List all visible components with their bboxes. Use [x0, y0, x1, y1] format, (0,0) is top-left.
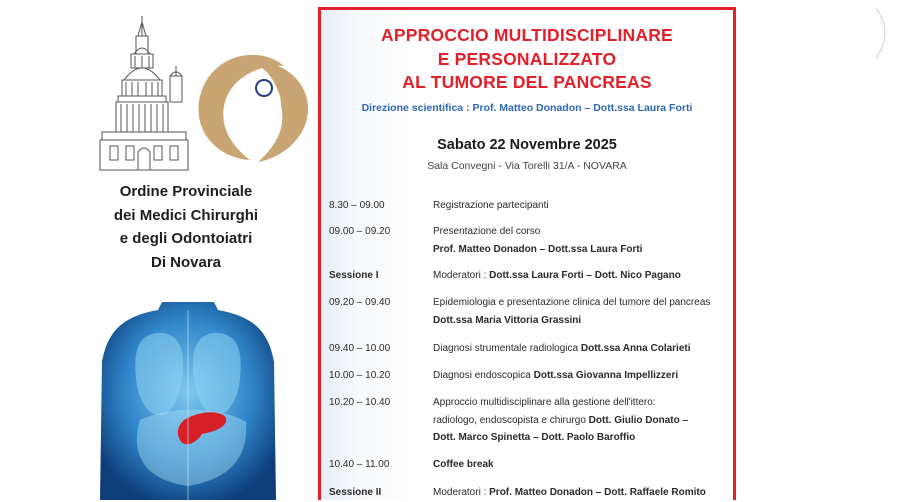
program-time: 10.20 – 10.40: [329, 397, 391, 408]
org-name-line: e degli Odontoiatri: [119, 230, 253, 247]
organization-name: [96, 180, 276, 274]
program-line: [433, 367, 733, 385]
org-name-line: dei Medici Chirurghi: [113, 206, 259, 224]
program-panel: [318, 7, 736, 500]
program-text: Diagnosi strumentale radiologica: [433, 343, 581, 354]
program-description: [433, 484, 733, 502]
program-time: 10.00 – 10.20: [329, 370, 391, 381]
program-text: Approccio multidisciplinare alla gestione dell'ittero:: [433, 397, 656, 408]
program-line: [433, 223, 733, 241]
program-line: [433, 197, 733, 215]
event-venue: Sala Convegni - Via Torelli 31/A - NOVARA: [427, 160, 627, 172]
speaker-name: Dott. Marco Spinetta – Dott. Paolo Baroffio: [433, 432, 636, 443]
program-text: radiologo, endoscopista e chirurgo: [433, 414, 589, 426]
basilica-illustration-icon: [98, 14, 190, 172]
program-line: [433, 340, 733, 358]
program-time: 09.00 – 09.20: [329, 226, 391, 237]
program-time: 10.40 – 11.00: [329, 459, 390, 470]
org-name-line: Ordine Provinciale: [119, 183, 253, 200]
program-description: [433, 340, 733, 358]
program-time: 09.40 – 10.00: [329, 343, 391, 354]
program-time: 8.30 – 09.00: [329, 200, 385, 211]
event-title-line: APPROCCIO MULTIDISCIPLINARE: [381, 25, 673, 45]
program-text: Diagnosi endoscopica: [433, 370, 534, 381]
program-text: Moderatori :: [433, 487, 490, 498]
speaker-name: Dott.ssa Laura Forti – Dott. Nico Pagano: [489, 270, 681, 281]
program-line: [433, 456, 733, 474]
order-logo-icon: [192, 46, 314, 164]
event-title-line: AL TUMORE DEL PANCREAS: [402, 72, 652, 92]
speaker-name: Dott. Giulio Donato –: [588, 414, 689, 426]
program-line: [433, 241, 733, 259]
program-description: [433, 267, 733, 285]
anatomy-pancreas-illustration-icon: [100, 302, 276, 500]
program-description: [433, 294, 733, 329]
org-name-line: Di Novara: [150, 253, 222, 271]
program-description: [433, 394, 733, 447]
speaker-name: Prof. Matteo Donadon – Dott.ssa Laura Forti: [433, 243, 643, 255]
program-line: [433, 312, 733, 330]
program-line: [433, 294, 733, 312]
program-text: Epidemiologia e presentazione clinica del tumore del pancreas: [433, 297, 711, 308]
program-line: [433, 394, 733, 412]
program-time: 09.20 – 09.40: [329, 297, 391, 308]
program-description: [433, 197, 733, 215]
decorative-arc-icon: [874, 6, 896, 60]
program-line: [433, 267, 733, 285]
speaker-name: Dott.ssa Giovanna Impellizzeri: [533, 370, 679, 381]
program-description: [433, 367, 733, 385]
program-text: Presentazione del corso: [433, 226, 541, 237]
program-line: [433, 412, 733, 430]
program-description: [433, 223, 733, 258]
speaker-name: Prof. Matteo Donadon – Dott. Raffaele Romito: [489, 487, 706, 498]
scientific-direction: Direzione scientifica : Prof. Matteo Donadon – Dott.ssa Laura Forti: [361, 102, 693, 114]
program-text: Moderatori :: [433, 270, 490, 281]
speaker-name: Coffee break: [433, 459, 494, 470]
program-time: Sessione I: [329, 270, 379, 281]
program-description: [433, 456, 733, 474]
event-title-line: E PERSONALIZZATO: [437, 48, 617, 69]
program-text: Registrazione partecipanti: [433, 200, 549, 211]
speaker-name: Dott.ssa Maria Vittoria Grassini: [433, 314, 582, 326]
speaker-name: Dott.ssa Anna Colarieti: [580, 343, 691, 354]
program-time: Sessione II: [329, 487, 382, 498]
program-line: [433, 429, 733, 447]
event-date: Sabato 22 Novembre 2025: [437, 137, 617, 153]
left-column: [0, 0, 318, 500]
program-line: [433, 484, 733, 502]
event-title: [321, 24, 733, 95]
